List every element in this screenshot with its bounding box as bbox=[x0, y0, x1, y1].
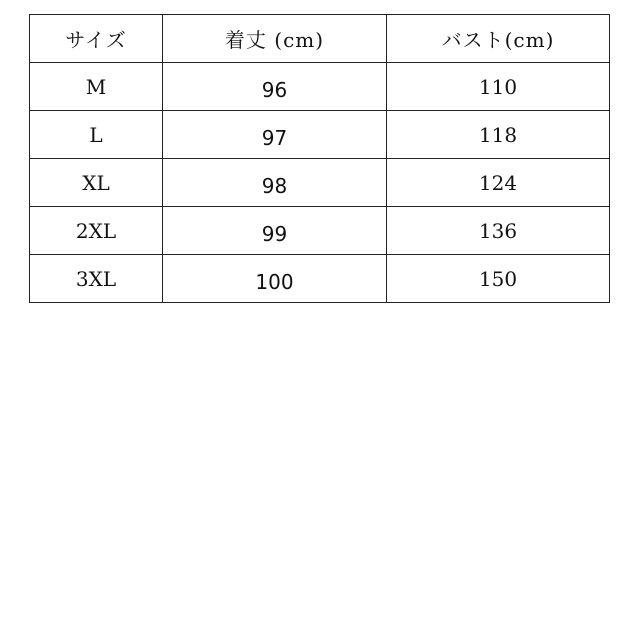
table-row bbox=[30, 63, 610, 111]
cell-size: M bbox=[30, 63, 163, 111]
table-row bbox=[30, 255, 610, 303]
cell-length bbox=[163, 255, 387, 303]
cell-bust: 124 bbox=[387, 159, 610, 207]
cell-length bbox=[163, 207, 387, 255]
cell-length bbox=[163, 63, 387, 111]
cell-size: XL bbox=[30, 159, 163, 207]
header-length: 着丈 (cm) bbox=[163, 15, 387, 63]
table-row bbox=[30, 159, 610, 207]
cell-size: 2XL bbox=[30, 207, 163, 255]
cell-length-value: 100 bbox=[255, 269, 294, 294]
cell-length-value: 99 bbox=[261, 221, 288, 246]
cell-bust: 136 bbox=[387, 207, 610, 255]
cell-bust: 118 bbox=[387, 111, 610, 159]
cell-bust: 150 bbox=[387, 255, 610, 303]
table-header-row bbox=[30, 15, 610, 63]
table-row bbox=[30, 111, 610, 159]
header-size: サイズ bbox=[30, 15, 163, 63]
cell-length bbox=[163, 111, 387, 159]
cell-size: 3XL bbox=[30, 255, 163, 303]
cell-length bbox=[163, 159, 387, 207]
cell-size: L bbox=[30, 111, 163, 159]
cell-length-value: 98 bbox=[261, 173, 288, 198]
cell-length-value: 96 bbox=[261, 77, 288, 102]
table-row bbox=[30, 207, 610, 255]
cell-length-value: 97 bbox=[261, 125, 288, 150]
size-chart-table bbox=[29, 14, 610, 303]
header-bust: バスト(cm) bbox=[387, 15, 610, 63]
cell-bust: 110 bbox=[387, 63, 610, 111]
